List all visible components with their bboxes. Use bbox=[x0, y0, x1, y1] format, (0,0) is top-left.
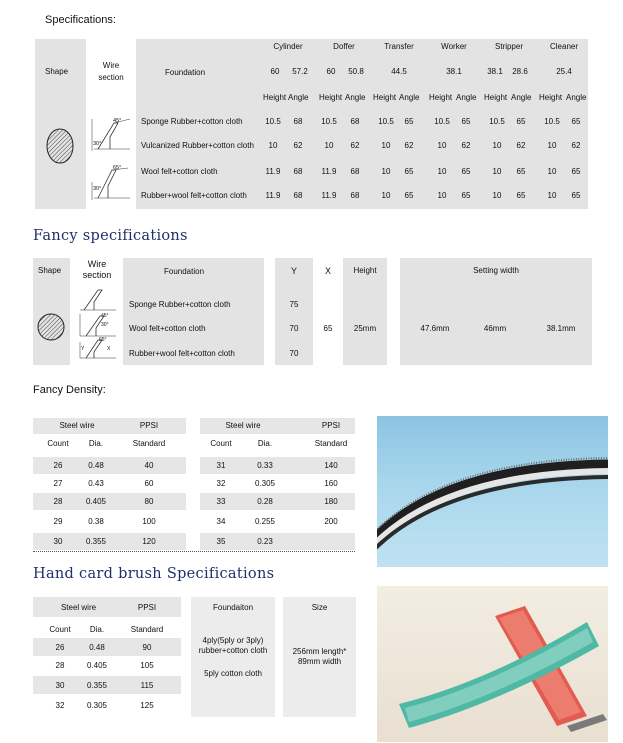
density-cell: 0.405 bbox=[85, 497, 107, 506]
spec-cell: 68 bbox=[293, 117, 303, 126]
spec-cell: 10 bbox=[437, 167, 447, 176]
density-cell: 0.305 bbox=[254, 479, 276, 488]
hand-cell: 30 bbox=[55, 681, 65, 690]
spec-cell: 10 bbox=[437, 191, 447, 200]
spec-cell: 62 bbox=[461, 141, 471, 150]
hand-size-header: Size bbox=[311, 603, 328, 612]
spec-cell: 10 bbox=[492, 167, 502, 176]
fancy-foundation-header: Foundation bbox=[164, 267, 205, 276]
hand-steel-wire-header: Steel wire bbox=[60, 603, 97, 612]
hand-cell: 26 bbox=[55, 643, 65, 652]
hand-cell: 105 bbox=[140, 661, 154, 670]
hand-cell: 0.355 bbox=[86, 681, 108, 690]
col-doffer: Doffer bbox=[333, 42, 355, 51]
fancy-density-title: Fancy Density: bbox=[33, 384, 106, 396]
hand-card-brush-photo bbox=[377, 586, 608, 742]
fancy-width-2: 46mm bbox=[483, 324, 507, 333]
spec-shape-header: Shape bbox=[45, 67, 69, 76]
spec-cell: 10 bbox=[381, 167, 391, 176]
spec-cell: 62 bbox=[571, 141, 581, 150]
cleaner-size: 25.4 bbox=[556, 67, 572, 76]
spec-cell: 10 bbox=[547, 167, 557, 176]
spec-cell: 10.5 bbox=[321, 117, 337, 126]
cylinder-height-label: Height bbox=[263, 93, 287, 102]
spec-cell: 62 bbox=[516, 141, 526, 150]
spec-cell: 68 bbox=[350, 117, 360, 126]
spec-cell: 11.9 bbox=[321, 167, 337, 176]
spec-cell: 10 bbox=[324, 141, 334, 150]
density-cell: 40 bbox=[144, 461, 154, 470]
transfer-angle-label: Angle bbox=[399, 93, 420, 102]
cleaner-height-label: Height bbox=[539, 93, 563, 102]
spec-cell: 10 bbox=[437, 141, 447, 150]
spec-cell: 65 bbox=[516, 167, 526, 176]
fancy-wire-angle-2: 30° bbox=[101, 322, 109, 328]
spec-cell: 11.9 bbox=[265, 167, 281, 176]
stripper-size-1: 38.1 bbox=[487, 67, 503, 76]
spec-cell: 10.5 bbox=[378, 117, 394, 126]
worker-size: 38.1 bbox=[446, 67, 462, 76]
wire-angle-2: 30° bbox=[93, 141, 102, 147]
density-dia-header: Dia. bbox=[88, 439, 104, 448]
fancy-wire-header-2: section bbox=[82, 270, 112, 280]
density-cell: 0.28 bbox=[257, 497, 273, 506]
density-cell: 180 bbox=[324, 497, 338, 506]
fancy-row-foundation: Rubber+wool felt+cotton cloth bbox=[129, 349, 235, 358]
hand-count-header: Count bbox=[49, 625, 71, 634]
doffer-angle-label: Angle bbox=[345, 93, 366, 102]
wire-angle-3: 65° bbox=[113, 165, 122, 171]
col-stripper: Stripper bbox=[494, 42, 523, 51]
spec-cell: 68 bbox=[350, 167, 360, 176]
worker-angle-label: Angle bbox=[456, 93, 477, 102]
fancy-width-3: 38.1mm bbox=[546, 324, 576, 333]
fancy-x-value: 65 bbox=[323, 324, 333, 333]
spec-cell: 10.5 bbox=[434, 117, 450, 126]
density-cell: 60 bbox=[144, 479, 154, 488]
fancy-y-header: Y bbox=[290, 266, 297, 276]
fancy-wire-angle-1: 45° bbox=[101, 313, 109, 319]
density-cell: 0.48 bbox=[88, 461, 104, 470]
density-cell: 28 bbox=[53, 497, 63, 506]
density-cell: 30 bbox=[53, 537, 63, 546]
spec-cell: 65 bbox=[461, 167, 471, 176]
hatched-circle-icon bbox=[45, 126, 75, 166]
spec-foundation-header: Foundation bbox=[165, 68, 206, 77]
spec-cell: 68 bbox=[293, 167, 303, 176]
fancy-row-foundation: Sponge Rubber+cotton cloth bbox=[129, 300, 231, 309]
density-cell: 34 bbox=[216, 517, 226, 526]
density-steel-wire-header: Steel wire bbox=[225, 421, 261, 430]
spec-cell: 62 bbox=[350, 141, 360, 150]
spec-cell: 65 bbox=[571, 191, 581, 200]
spec-cell: 11.9 bbox=[265, 191, 281, 200]
fancy-row-foundation: Wool felt+cotton cloth bbox=[129, 324, 206, 333]
density-cell: 100 bbox=[142, 517, 156, 526]
hand-standard-header: Standard bbox=[130, 625, 164, 634]
hand-foundation-header: Foundaiton bbox=[212, 603, 254, 612]
spec-cell: 10 bbox=[547, 141, 557, 150]
brush-illustration bbox=[377, 586, 608, 742]
fancy-wire-angle-3: 65° bbox=[99, 337, 107, 343]
hand-foundation-panel bbox=[191, 597, 275, 717]
stripper-height-label: Height bbox=[484, 93, 508, 102]
spec-cell: 10.5 bbox=[544, 117, 560, 126]
spec-cell: 68 bbox=[293, 191, 303, 200]
spec-cell: 11.9 bbox=[321, 191, 337, 200]
hand-cell: 0.405 bbox=[86, 661, 108, 670]
spec-row-foundation: Vulcanized Rubber+cotton cloth bbox=[141, 141, 254, 150]
density-cell: 27 bbox=[53, 479, 63, 488]
hand-foundation-line-1: 4ply(5ply or 3ply) bbox=[202, 636, 264, 645]
density-cell: 0.43 bbox=[88, 479, 104, 488]
spec-cell: 65 bbox=[516, 191, 526, 200]
fancy-height-header: Height bbox=[353, 266, 377, 275]
density-cell: 29 bbox=[53, 517, 63, 526]
hand-cell: 28 bbox=[55, 661, 65, 670]
hand-foundation-line-2: rubber+cotton cloth bbox=[198, 646, 268, 655]
density-standard-header: Standard bbox=[132, 439, 166, 448]
hand-cell: 115 bbox=[140, 681, 154, 690]
spec-wire-header-2: section bbox=[98, 73, 124, 82]
fancy-row-y: 75 bbox=[289, 300, 299, 309]
spec-cell: 10 bbox=[492, 191, 502, 200]
spec-cell: 65 bbox=[404, 167, 414, 176]
col-cleaner: Cleaner bbox=[549, 42, 578, 51]
density-cell: 35 bbox=[216, 537, 226, 546]
spec-wire-header-1: Wire bbox=[102, 61, 120, 70]
density-ppsi-header: PPSI bbox=[139, 421, 159, 430]
density-cell: 0.33 bbox=[257, 461, 273, 470]
cylinder-size-2: 57.2 bbox=[292, 67, 308, 76]
specifications-title: Specifications: bbox=[45, 14, 116, 26]
stripper-angle-label: Angle bbox=[511, 93, 532, 102]
doffer-size-1: 60 bbox=[326, 67, 336, 76]
density-cell: 31 bbox=[216, 461, 226, 470]
hand-cell: 90 bbox=[142, 643, 152, 652]
spec-cell: 65 bbox=[404, 117, 414, 126]
col-transfer: Transfer bbox=[384, 42, 414, 51]
spec-cell: 65 bbox=[571, 167, 581, 176]
spec-cell: 10 bbox=[381, 141, 391, 150]
spec-cell: 65 bbox=[571, 117, 581, 126]
density-standard-header: Standard bbox=[314, 439, 348, 448]
cylinder-angle-label: Angle bbox=[288, 93, 309, 102]
hand-cell: 0.305 bbox=[86, 701, 108, 710]
hand-ppsi-header: PPSI bbox=[137, 603, 157, 612]
spec-cell: 10 bbox=[268, 141, 278, 150]
fancy-shape-header: Shape bbox=[38, 266, 62, 275]
spec-cell: 10.5 bbox=[265, 117, 281, 126]
density-cell: 120 bbox=[142, 537, 156, 546]
wire-angle-1: 45° bbox=[113, 118, 122, 124]
hand-cell: 32 bbox=[55, 701, 65, 710]
transfer-size: 44.5 bbox=[391, 67, 407, 76]
density-cell: 26 bbox=[53, 461, 63, 470]
spec-cell: 62 bbox=[404, 141, 414, 150]
hand-card-title: Hand card brush Specifications bbox=[33, 566, 275, 582]
card-clothing-strip-photo bbox=[377, 416, 608, 567]
fancy-spec-title: Fancy specifications bbox=[33, 228, 188, 244]
doffer-height-label: Height bbox=[319, 93, 343, 102]
spec-cell: 10 bbox=[547, 191, 557, 200]
density-count-header: Count bbox=[210, 439, 232, 448]
spec-cell: 10 bbox=[381, 191, 391, 200]
spec-row-foundation: Sponge Rubber+cotton cloth bbox=[141, 117, 243, 126]
doffer-size-2: 50.8 bbox=[348, 67, 364, 76]
worker-height-label: Height bbox=[429, 93, 453, 102]
fancy-wire-header-1: Wire bbox=[87, 259, 107, 269]
fancy-row-y: 70 bbox=[289, 324, 299, 333]
fancy-setting-width-header: Setting width bbox=[473, 266, 519, 275]
density-cell: 0.23 bbox=[257, 537, 273, 546]
density-divider bbox=[33, 551, 355, 552]
density-cell: 32 bbox=[216, 479, 226, 488]
hand-size-line-1: 256mm length* bbox=[292, 647, 347, 656]
transfer-height-label: Height bbox=[373, 93, 397, 102]
density-cell: 33 bbox=[216, 497, 226, 506]
density-cell: 160 bbox=[324, 479, 338, 488]
density-count-header: Count bbox=[47, 439, 69, 448]
density-steel-wire-header: Steel wire bbox=[59, 421, 95, 430]
spec-cell: 65 bbox=[461, 117, 471, 126]
wire-strip-illustration bbox=[377, 416, 608, 567]
wire-angle-4: 30° bbox=[93, 186, 102, 192]
col-worker: Worker bbox=[441, 42, 467, 51]
hand-foundation-alt: 5ply cotton cloth bbox=[204, 669, 262, 678]
hand-cell: 0.48 bbox=[89, 643, 105, 652]
cleaner-angle-label: Angle bbox=[566, 93, 587, 102]
density-cell: 80 bbox=[144, 497, 154, 506]
hatched-circle-icon bbox=[36, 312, 66, 342]
spec-cell: 62 bbox=[293, 141, 303, 150]
density-ppsi-header: PPSI bbox=[321, 421, 341, 430]
spec-cell: 65 bbox=[461, 191, 471, 200]
fancy-x-header: X bbox=[324, 266, 331, 276]
density-cell: 0.255 bbox=[254, 517, 276, 526]
cylinder-size-1: 60 bbox=[270, 67, 280, 76]
spec-cell: 10 bbox=[492, 141, 502, 150]
spec-cell: 68 bbox=[350, 191, 360, 200]
fancy-row-y: 70 bbox=[289, 349, 299, 358]
fancy-wire-x-label: X bbox=[107, 346, 111, 352]
spec-shape-panel bbox=[35, 39, 86, 209]
density-cell: 0.38 bbox=[88, 517, 104, 526]
spec-cell: 65 bbox=[516, 117, 526, 126]
density-cell: 0.355 bbox=[85, 537, 107, 546]
wire-section-diagram-icon bbox=[90, 162, 134, 202]
hand-dia-header: Dia. bbox=[89, 625, 105, 634]
spec-cell: 65 bbox=[404, 191, 414, 200]
fancy-wire-y-label: Y bbox=[81, 346, 85, 352]
spec-row-foundation: Rubber+wool felt+cotton cloth bbox=[141, 191, 247, 200]
stripper-size-2: 28.6 bbox=[512, 67, 528, 76]
density-dia-header: Dia. bbox=[257, 439, 273, 448]
col-cylinder: Cylinder bbox=[273, 42, 303, 51]
fancy-height-value: 25mm bbox=[353, 324, 377, 333]
hand-size-line-2: 89mm width bbox=[297, 657, 342, 666]
hand-cell: 125 bbox=[140, 701, 154, 710]
fancy-width-1: 47.6mm bbox=[420, 324, 450, 333]
spec-row-foundation: Wool felt+cotton cloth bbox=[141, 167, 218, 176]
density-cell: 140 bbox=[324, 461, 338, 470]
spec-cell: 10.5 bbox=[489, 117, 505, 126]
density-cell: 200 bbox=[324, 517, 338, 526]
